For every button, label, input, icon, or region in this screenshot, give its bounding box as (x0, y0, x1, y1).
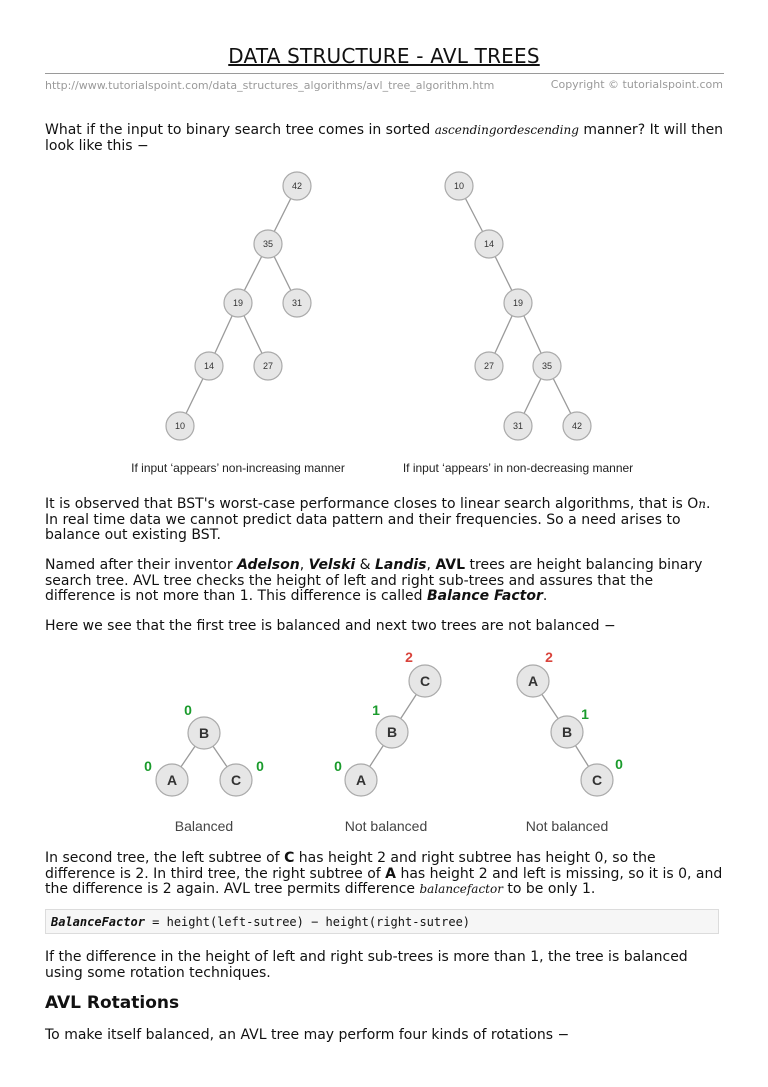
not2-node-C-label: C (591, 771, 603, 788)
left-tree-node-31 (283, 289, 311, 317)
not2-leaf-bf: 0 (615, 756, 623, 772)
left-tree-node-27 (254, 352, 282, 380)
not-balanced-caption-2: Not balanced (525, 818, 609, 834)
balanced-root-bf: 0 (184, 702, 192, 718)
rotations-paragraph: To make itself balanced, an AVL tree may perform four kinds of rotations − (45, 1027, 570, 1043)
not2-node-C (581, 764, 613, 796)
right-tree-node-19-label: 19 (512, 298, 524, 309)
worst-case-text: It is observed that BST's worst-case performance closes to linear search algorithms, that is O (45, 496, 699, 512)
right-tree-node-27 (475, 352, 503, 380)
right-tree-node-19 (504, 289, 532, 317)
balanced-caption: Balanced (174, 818, 234, 834)
named-after-paragraph (45, 558, 725, 605)
left-tree-node-35-label: 35 (262, 239, 274, 250)
skewed-bst-figure (0, 160, 768, 480)
source-url: http://www.tutorialspoint.com/data_structures_algorithms/avl_tree_algorithm.htm (45, 79, 495, 92)
named-text-2: trees are height balancing binary search tree. AVL tree checks the height of left and right sub-trees and assures that the difference is not more than 1. This difference is called (45, 557, 703, 604)
left-tree-node-42-label: 42 (291, 181, 303, 192)
right-tree-node-42-label: 42 (571, 421, 583, 432)
not2-node-B-label: B (561, 723, 573, 740)
left-tree-node-14 (195, 352, 223, 380)
balance-factor-math: balancefactor (419, 882, 503, 896)
not1-node-C-label: C (419, 672, 431, 689)
left-tree-node-14-label: 14 (203, 361, 215, 372)
avl-term: AVL (435, 557, 466, 573)
balanced-node-C-label: C (230, 771, 242, 788)
balanced-node-A-label: A (166, 771, 178, 788)
second-tree-text-2: has height 2 and right subtree has height 0, so the difference is 2. In third tree, the right subtree of (45, 850, 656, 882)
intro-text-after: manner? It will then look like this − (45, 122, 724, 154)
right-tree-node-14 (475, 230, 503, 258)
left-tree-caption: If input ‘appears’ non-increasing manner (131, 461, 345, 475)
right-tree-node-35 (533, 352, 561, 380)
balanced-node-A (156, 764, 188, 796)
second-tree-paragraph (45, 851, 725, 898)
balance-factor-term: Balance Factor (426, 588, 543, 604)
balanced-right-bf: 0 (256, 758, 264, 774)
not1-root-bf: 2 (405, 649, 413, 665)
named-text: Named after their inventor (45, 557, 238, 573)
not1-node-A (345, 764, 377, 796)
not2-node-A-label: A (527, 672, 539, 689)
right-tree-node-35-label: 35 (541, 361, 553, 372)
not1-leaf-bf: 0 (334, 758, 342, 774)
not2-node-A (517, 665, 549, 697)
separator: , (426, 557, 436, 573)
right-tree-caption: If input ‘appears’ in non-decreasing manner (402, 461, 634, 475)
balanced-left-bf: 0 (144, 758, 152, 774)
node-a-ref: A (385, 865, 397, 882)
worst-case-text-after: . In real time data we cannot predict data pattern and their frequencies. So a need arises to balance out existing BST. (45, 496, 711, 543)
left-tree-node-19 (224, 289, 252, 317)
not1-node-C (409, 665, 441, 697)
inventor-adelson: Adelson (237, 557, 300, 573)
worst-case-math: n (698, 497, 707, 511)
period: . (542, 588, 548, 604)
worst-case-paragraph (45, 497, 725, 544)
not-balanced-caption-1: Not balanced (344, 818, 428, 834)
second-tree-text: In second tree, the left subtree of (45, 850, 285, 866)
second-tree-text-3: has height 2 and left is missing, so it is 0, and the difference is 2 again. AVL tree permits difference (45, 865, 723, 897)
right-tree-node-42 (563, 412, 591, 440)
left-tree-node-10-label: 10 (174, 421, 186, 432)
not1-node-B (376, 716, 408, 748)
left-tree-node-27-label: 27 (262, 361, 274, 372)
inventor-velski: Velski (308, 557, 356, 573)
left-tree-node-19-label: 19 (232, 298, 244, 309)
avl-rotations-heading: AVL Rotations (45, 993, 180, 1013)
intro-text: What if the input to binary search tree comes in sorted (45, 122, 435, 138)
not1-node-B-label: B (386, 723, 398, 740)
left-tree-node-42 (283, 172, 311, 200)
balanced-node-C (220, 764, 252, 796)
code-expression: = height(left-sutree) − height(right-sutree) (144, 915, 471, 929)
balance-factor-figure (0, 645, 768, 840)
balanced-intro-paragraph: Here we see that the first tree is balanced and next two trees are not balanced − (45, 618, 616, 634)
right-tree-node-31 (504, 412, 532, 440)
not2-node-B (551, 716, 583, 748)
balance-factor-code (45, 909, 719, 934)
intro-math: ascendingordescending (434, 123, 579, 137)
rotation-intro-paragraph: If the difference in the height of left and right sub-trees is more than 1, the tree is balanced using some rotation techniques. (45, 949, 688, 981)
node-c-ref: C (284, 850, 295, 866)
second-tree-text-4: to be only 1. (502, 881, 596, 897)
copyright-notice: Copyright © tutorialspoint.com (550, 78, 723, 91)
not1-mid-bf: 1 (372, 702, 380, 718)
separator: , (299, 557, 309, 573)
not2-root-bf: 2 (545, 649, 553, 665)
balanced-node-B (188, 717, 220, 749)
inventor-landis: Landis (375, 557, 427, 573)
left-tree-node-35 (254, 230, 282, 258)
left-tree-node-31-label: 31 (291, 298, 303, 309)
right-tree-node-10-label: 10 (453, 181, 465, 192)
right-tree-node-31-label: 31 (512, 421, 524, 432)
right-tree-node-10 (445, 172, 473, 200)
left-tree-node-10 (166, 412, 194, 440)
header-divider (45, 73, 724, 74)
right-tree-node-27-label: 27 (483, 361, 495, 372)
right-tree-node-14-label: 14 (483, 239, 495, 250)
not1-node-A-label: A (355, 771, 367, 788)
not2-mid-bf: 1 (581, 706, 589, 722)
page-title: DATA STRUCTURE - AVL TREES (228, 44, 540, 68)
intro-paragraph (45, 123, 725, 154)
balanced-node-B-label: B (198, 724, 210, 741)
code-keyword: BalanceFactor (51, 915, 145, 929)
separator: & (355, 557, 376, 573)
